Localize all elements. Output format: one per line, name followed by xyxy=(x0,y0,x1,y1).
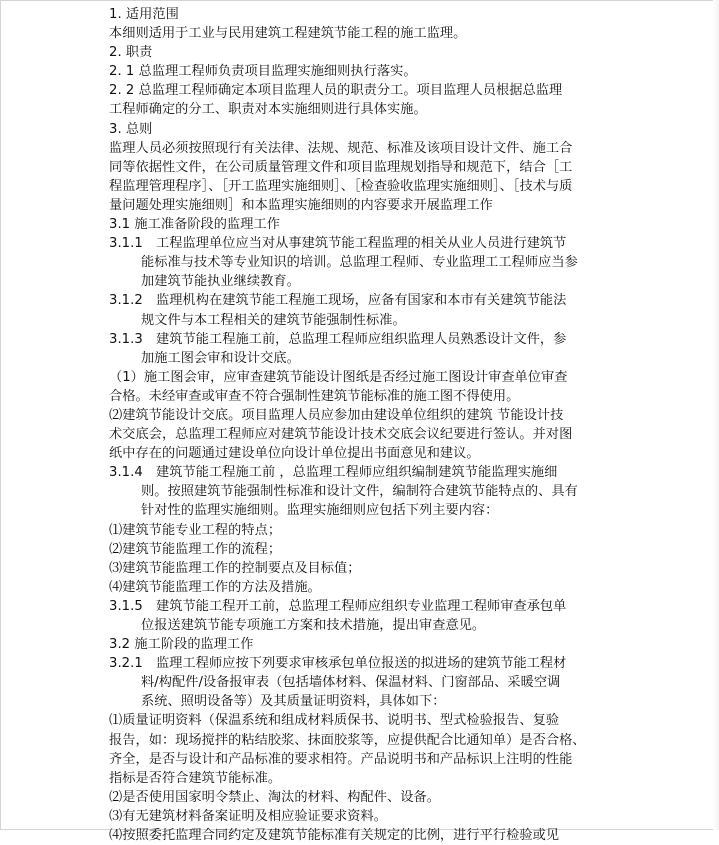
subsection-heading: 3.1 施工准备阶段的监理工作 xyxy=(109,217,280,233)
list-item-line: ⑵建筑节能设计交底。项目监理人员应参加由建设单位组织的建筑 节能设计技 xyxy=(109,407,564,423)
list-item-line: ⑶有无建筑材料备案证明及相应验证要求资料。 xyxy=(109,808,387,824)
list-item-line: （1）施工图会审，应审查建筑节能设计图纸是否经过施工图设计审查单位审查 xyxy=(109,369,568,385)
subsection-heading: 3.2 施工阶段的监理工作 xyxy=(109,637,254,653)
list-item-line: ⑷按照委托监理合同约定及建筑节能标准有关规定的比例，进行平行检验或见 xyxy=(109,828,560,844)
clause-line: 3.1.2 监理机构在建筑节能工程施工现场，应备有国家和本市有关建筑节能法 xyxy=(109,293,567,309)
list-item-line: ⑵建筑节能监理工作的流程； xyxy=(109,541,282,557)
clause-line: 3.1.1 工程监理单位应当对从事建筑节能工程监理的相关从业人员进行建筑节 xyxy=(109,236,567,252)
paragraph-line: 程监理管理程序］、［开工监理实施细则］、［检查验收监理实施细则］、［技术与质 xyxy=(109,178,573,194)
paragraph-line: 2. 1 总监理工程师负责项目监理实施细则执行落实。 xyxy=(109,64,417,80)
page-edge xyxy=(713,0,719,830)
clause-continuation: 系统、照明设备等）及其质量证明资料，具体如下： xyxy=(141,694,446,710)
paragraph-line: 量问题处理实施细则］和本监理实施细则的内容要求开展监理工作 xyxy=(109,197,493,213)
paragraph-line: 监理人员必须按照现行有关法律、法规、规范、标准及该项目设计文件、施工合 xyxy=(109,140,573,156)
paragraph-line: 齐全，是否与设计和产品标准的要求相符。产品说明书和产品标识上注明的性能 xyxy=(109,751,573,767)
list-item-line: ⑴建筑节能专业工程的特点； xyxy=(109,522,282,538)
clause-continuation: 位报送建筑节能专项施工方案和技术措施，提出审查意见。 xyxy=(141,618,486,633)
clause-continuation: 规文件与本工程相关的建筑节能强制性标准。 xyxy=(141,312,406,328)
paragraph-line: 2. 2 总监理工程师确定本项目监理人员的职责分工。项目监理人员根据总监理 xyxy=(109,83,563,99)
list-item-line: ⑶建筑节能监理工作的控制要点及目标值； xyxy=(109,560,361,576)
clause-continuation: 料/构配件/设备报审表（包括墙体材料、保温材料、门窗部品、采暖空调 xyxy=(141,675,561,691)
section-heading: 3. 总则 xyxy=(109,121,153,137)
list-item-line: ⑵是否使用国家明令禁止、淘汰的材料、构配件、设备。 xyxy=(109,789,440,805)
paragraph-line: 同等依据性文件，在公司质量管理文件和项目监理规划指导和规范下，结合［工 xyxy=(109,159,573,175)
clause-line: 3.1.3 建筑节能工程施工前，总监理工程师应组织监理人员熟悉设计文件，参 xyxy=(109,331,567,347)
clause-continuation: 能标准与技术等专业知识的培训。总监理工程师、专业监理工工程师应当参 xyxy=(141,255,578,271)
paragraph-line: 本细则适用于工业与民用建筑工程建筑节能工程的施工监理。 xyxy=(109,26,467,42)
paragraph-line: 纸中存在的问题通过建设单位向设计单位提出书面意见和建议。 xyxy=(109,446,480,462)
list-item-line: ⑷建筑节能监理工作的方法及措施。 xyxy=(109,579,321,595)
document-body xyxy=(109,5,615,845)
clause-continuation: 针对性的监理实施细则。监理实施细则应包括下列主要内容： xyxy=(141,503,499,519)
clause-continuation: 加建筑节能执业继续教育。 xyxy=(141,274,300,290)
list-item-line: ⑴质量证明资料（保温系统和组成材料质保书、说明书、型式检验报告、复验 xyxy=(109,713,560,729)
clause-line: 3.1.4 建筑节能工程施工前 ，总监理工程师应组织编制建筑节能监理实施细 xyxy=(109,465,558,481)
section-heading: 1. 适用范围 xyxy=(109,7,179,22)
clause-continuation: 则。按照建筑节能强制性标准和设计文件，编制符合建筑节能特点的、具有 xyxy=(141,484,578,500)
section-heading: 2. 职责 xyxy=(109,45,153,61)
clause-line: 3.2.1 监理工程师应按下列要求审核承包单位报送的拟进场的建筑节能工程材 xyxy=(109,656,567,672)
clause-continuation: 加施工图会审和设计交底。 xyxy=(141,350,300,366)
paragraph-line: 术交底会，总监理工程师应对建筑节能设计技术交底会议纪要进行签认。并对图 xyxy=(109,427,573,443)
paragraph-line: 合格。未经审查或审查不符合强制性建筑节能标准的施工图不得使用。 xyxy=(109,388,520,404)
paragraph-line: 报告，如：现场搅拌的粘结胶浆、抹面胶浆等，应提供配合比通知单）是否合格、 xyxy=(109,732,586,748)
paragraph-line: 工程师确定的分工、职责对本实施细则进行具体实施。 xyxy=(109,102,427,118)
clause-line: 3.1.5 建筑节能工程开工前，总监理工程师应组织专业监理工程师审查承包单 xyxy=(109,598,567,614)
paragraph-line: 指标是否符合建筑节能标准。 xyxy=(109,770,282,786)
